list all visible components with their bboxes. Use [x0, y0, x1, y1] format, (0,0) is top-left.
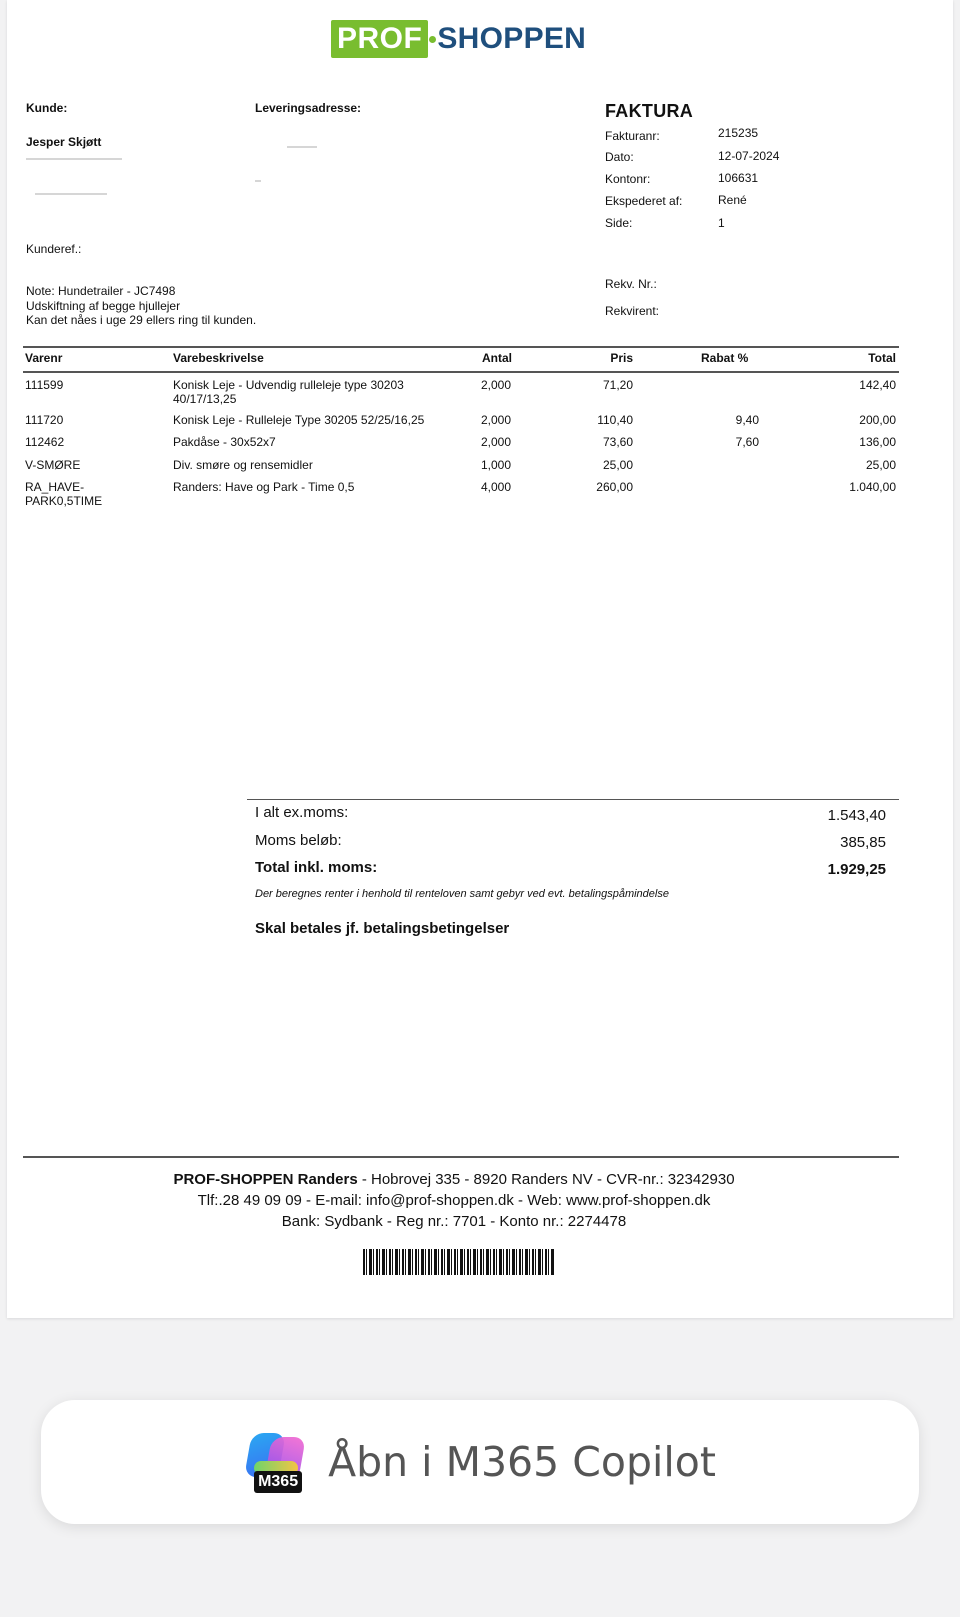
- table-row-description: Randers: Have og Park - Time 0,5: [173, 480, 355, 494]
- invoice-number: 215235: [718, 126, 759, 140]
- customer-name: Jesper Skjøtt: [26, 135, 102, 149]
- logo-prof-text: PROF: [331, 20, 428, 58]
- table-row-total: 200,00: [859, 413, 896, 427]
- col-header-description: Varebeskrivelse: [173, 351, 264, 365]
- table-row-price: 25,00: [602, 458, 633, 472]
- table-row-description: Konisk Leje - Rulleleje Type 30205 52/25/16,25: [173, 413, 425, 427]
- invoice-date: 12-07-2024: [718, 149, 780, 163]
- payment-terms: Skal betales jf. betalingsbetingelser: [255, 920, 510, 937]
- logo-shoppen-text: SHOPPEN: [437, 22, 587, 55]
- note-line: Kan det nåes i uge 29 ellers ring til kunden.: [26, 313, 257, 327]
- requisition-number-label: Rekv. Nr.:: [605, 277, 657, 291]
- subtotal-value: 1.543,40: [827, 807, 886, 824]
- table-row-item-number: 111599: [25, 378, 64, 392]
- footer-rule: [23, 1156, 899, 1158]
- delivery-address-label: Leveringsadresse:: [255, 101, 362, 115]
- page-label: Side:: [605, 216, 633, 230]
- table-row-item-number: V-SMØRE: [25, 458, 81, 472]
- handled-by: René: [718, 193, 747, 207]
- table-row-description-cont: 40/17/13,25: [173, 392, 237, 406]
- table-row-quantity: 1,000: [481, 458, 512, 472]
- prof-shoppen-logo: [331, 19, 586, 59]
- handled-by-label: Ekspederet af:: [605, 194, 683, 208]
- customer-label: Kunde:: [26, 101, 68, 115]
- total-value: 1.929,25: [827, 861, 886, 878]
- table-row-item-number: 112462: [25, 435, 65, 449]
- table-row-description: Konisk Leje - Udvendig rulleleje type 30203: [173, 378, 404, 392]
- open-in-m365-copilot-button[interactable]: [41, 1400, 919, 1524]
- table-row-description: Pakdåse - 30x52x7: [173, 435, 276, 449]
- redacted-text: [35, 193, 107, 195]
- table-row-quantity: 2,000: [481, 435, 512, 449]
- requester-label: Rekvirent:: [605, 304, 660, 318]
- table-row-description: Div. smøre og rensemidler: [173, 458, 313, 472]
- table-row-total: 1.040,00: [849, 480, 896, 494]
- footer-bank-line: Bank: Sydbank - Reg nr.: 7701 - Konto nr.: 2274478: [281, 1213, 627, 1230]
- copilot-button-label: Åbn i M365 Copilot: [328, 1438, 716, 1486]
- redacted-text: [255, 180, 261, 182]
- logo-dot: [429, 36, 436, 43]
- totals-rule: [247, 799, 899, 800]
- table-row-quantity: 2,000: [481, 413, 512, 427]
- note-line: Udskiftning af begge hjullejer: [26, 299, 181, 313]
- account-number-label: Kontonr:: [605, 172, 651, 186]
- footer-contact-line: Tlf:.28 49 09 09 - E-mail: info@prof-shoppen.dk - Web: www.prof-shoppen.dk: [197, 1192, 711, 1209]
- total-label: Total inkl. moms:: [255, 859, 378, 876]
- table-row-total: 136,00: [859, 435, 896, 449]
- table-top-rule: [23, 346, 899, 348]
- table-row-price: 260,00: [596, 480, 633, 494]
- col-header-quantity: Antal: [482, 351, 512, 365]
- barcode: [363, 1249, 555, 1275]
- redacted-text: [26, 158, 122, 160]
- note-line: Note: Hundetrailer - JC7498: [26, 284, 176, 298]
- table-header-rule: [23, 371, 899, 373]
- table-row-discount: 7,60: [735, 435, 759, 449]
- table-row-quantity: 2,000: [481, 378, 512, 392]
- customer-ref-label: Kunderef.:: [26, 242, 82, 256]
- m365-badge: M365: [254, 1471, 302, 1493]
- table-row-discount: 9,40: [735, 413, 759, 427]
- m365-copilot-icon: [244, 1429, 310, 1495]
- table-row-item-number: RA_HAVE-: [25, 480, 85, 494]
- interest-note: Der beregnes renter i henhold til renteloven samt gebyr ved evt. betalingspåmindelse: [255, 888, 669, 900]
- table-row-item-number: 111720: [25, 413, 64, 427]
- subtotal-label: I alt ex.moms:: [255, 804, 349, 821]
- footer-address-line: [23, 1169, 885, 1190]
- table-row-total: 142,40: [859, 378, 896, 392]
- col-header-discount: Rabat %: [701, 351, 749, 365]
- vat-value: 385,85: [840, 834, 886, 851]
- table-row-item-number-cont: PARK0,5TIME: [25, 494, 103, 508]
- page-number: 1: [718, 216, 725, 230]
- col-header-total: Total: [868, 351, 896, 365]
- table-row-price: 110,40: [597, 413, 633, 427]
- table-row-quantity: 4,000: [481, 480, 512, 494]
- table-row-price: 71,20: [602, 378, 633, 392]
- table-row-total: 25,00: [865, 458, 896, 472]
- redacted-text: [287, 146, 317, 148]
- footer-company: PROF-SHOPPEN Randers: [173, 1171, 358, 1188]
- invoice-page: [7, 0, 953, 1318]
- date-label: Dato:: [605, 150, 634, 164]
- invoice-title: FAKTURA: [605, 101, 694, 121]
- invoice-number-label: Fakturanr:: [605, 129, 660, 143]
- col-header-item-number: Varenr: [25, 351, 63, 365]
- table-row-price: 73,60: [602, 435, 633, 449]
- col-header-price: Pris: [610, 351, 633, 365]
- vat-label: Moms beløb:: [255, 832, 342, 849]
- account-number: 106631: [718, 171, 759, 185]
- footer-address: - Hobrovej 335 - 8920 Randers NV - CVR-nr.: 32342930: [357, 1171, 735, 1188]
